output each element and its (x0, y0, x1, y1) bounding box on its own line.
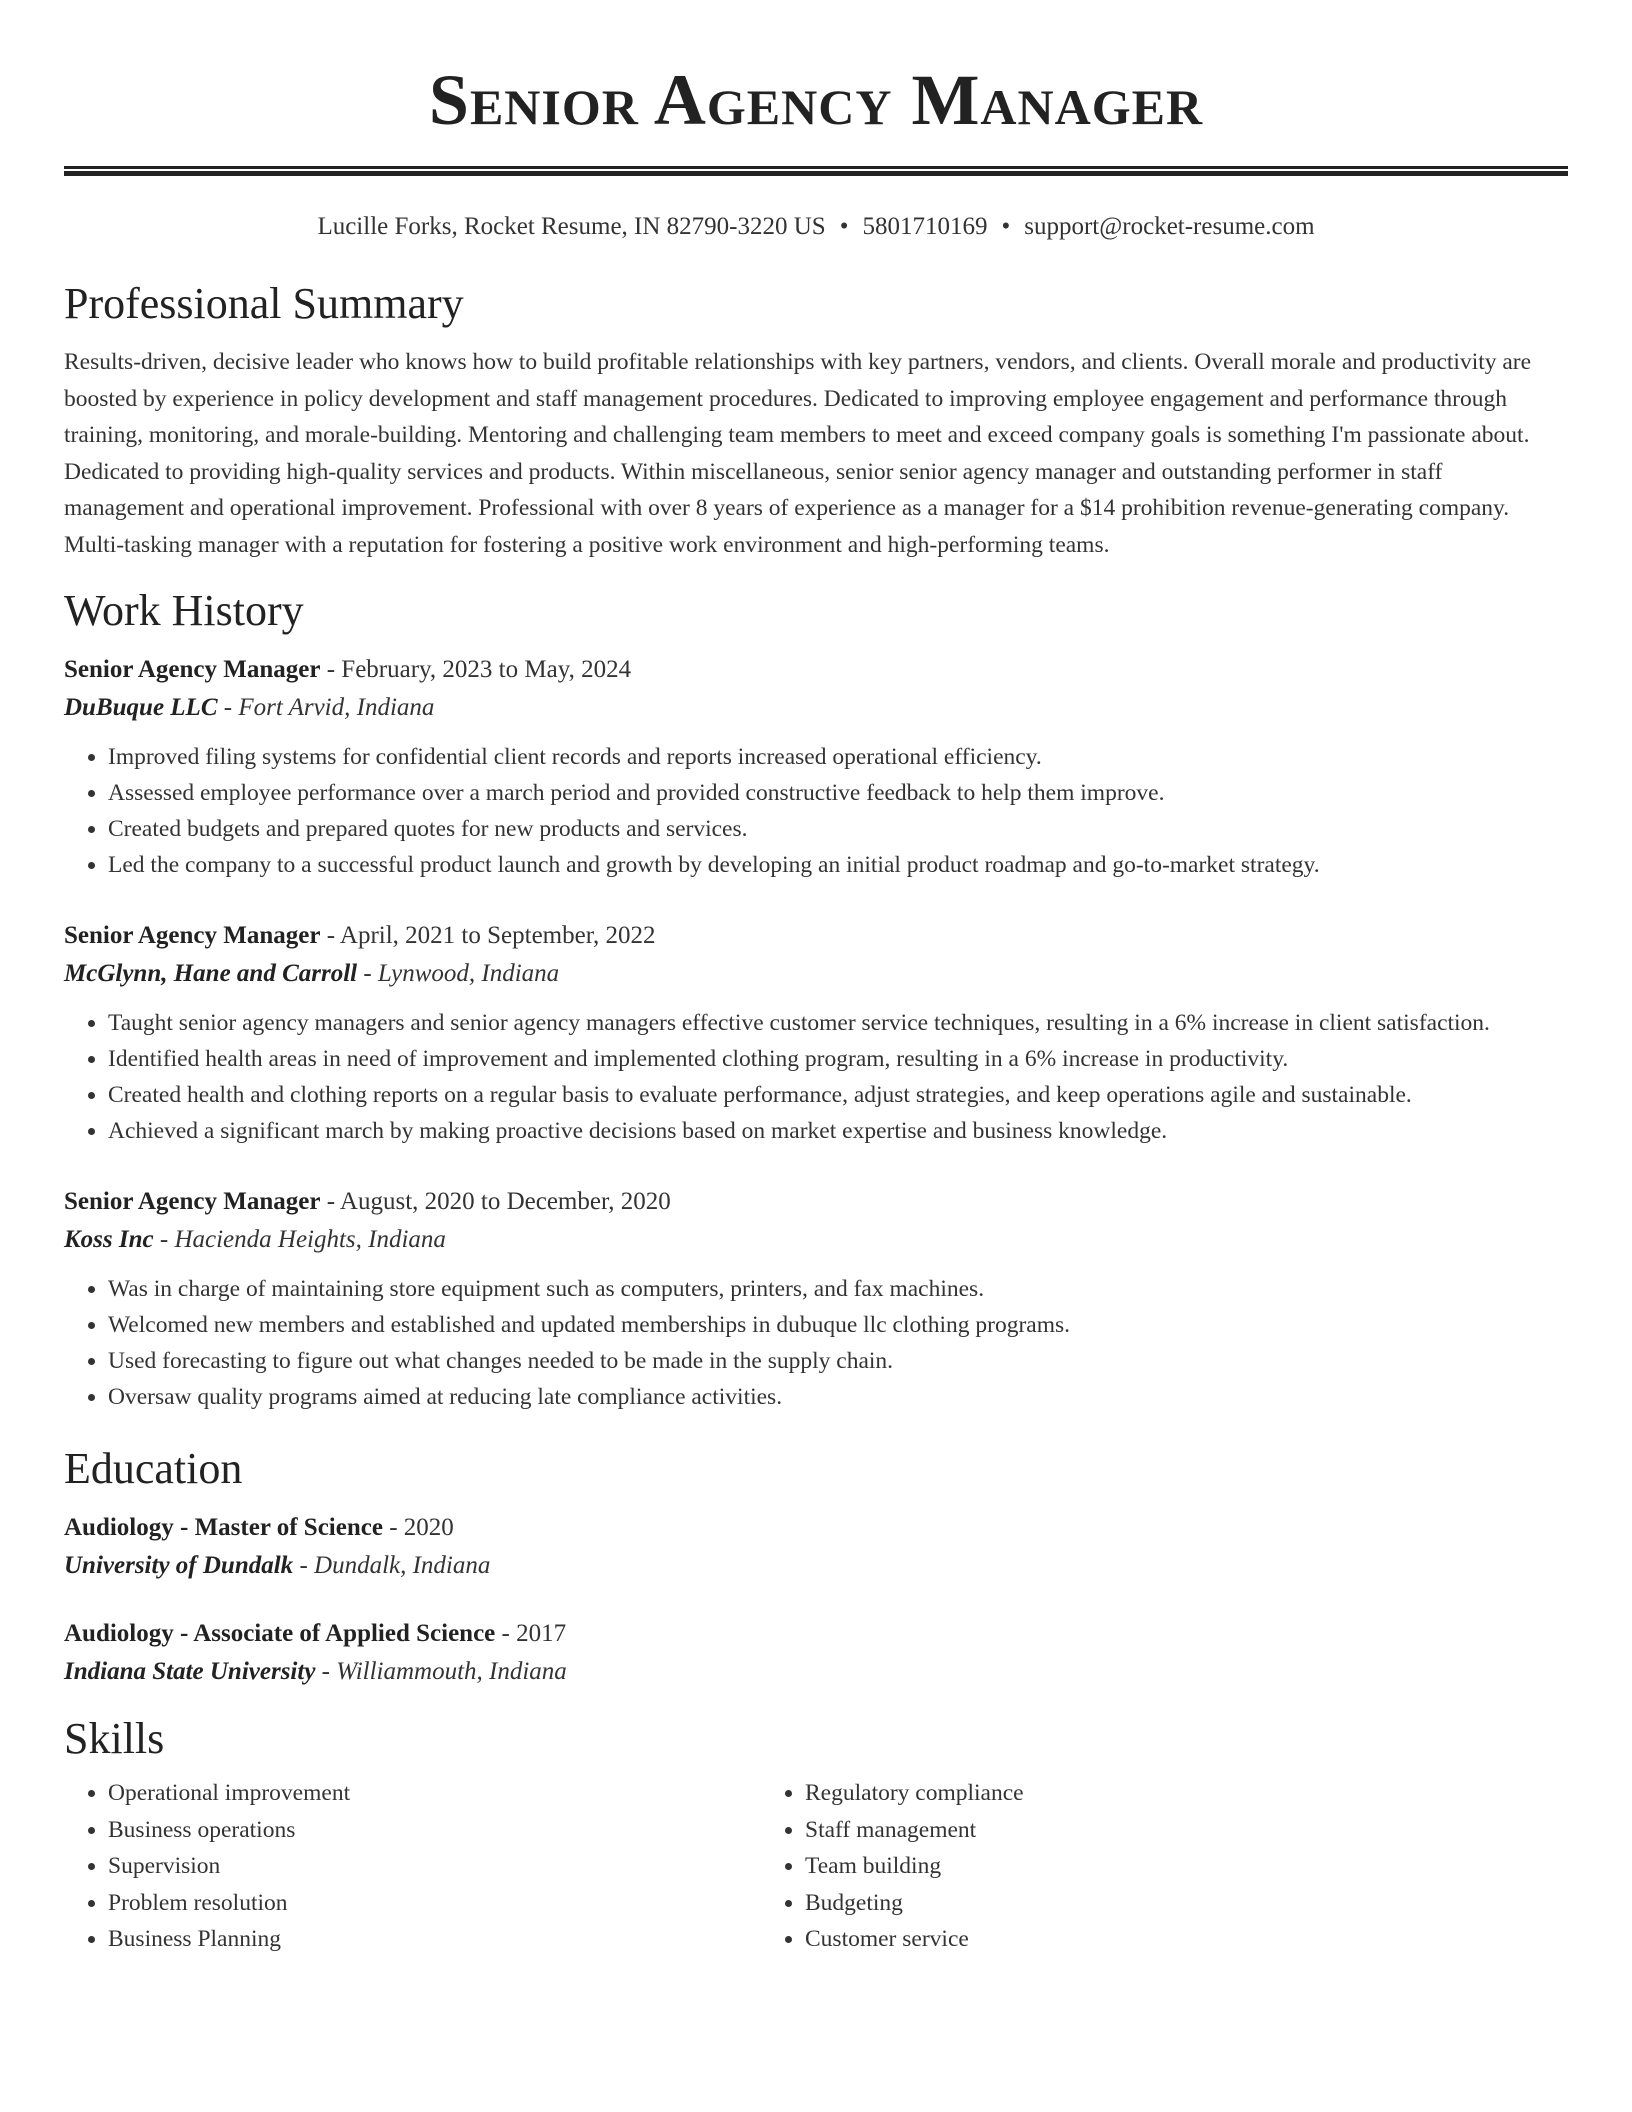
job-entry (64, 917, 1568, 1149)
education-school-line (64, 1547, 1568, 1585)
job-company: DuBuque LLC (64, 694, 218, 721)
list-item: • Oversaw quality programs aimed at reducing late compliance activities. (108, 1379, 1568, 1415)
education-school-line (64, 1653, 1568, 1691)
job-company-line (64, 1221, 1568, 1259)
list-item: • Team building (805, 1848, 1458, 1885)
title-divider (64, 166, 1568, 176)
job-location: - Lynwood, Indiana (357, 960, 560, 987)
education-entry (64, 1615, 1568, 1691)
education-year: - 2017 (495, 1620, 567, 1647)
list-item: • Customer service (805, 1921, 1458, 1958)
list-item: • Staff management (805, 1812, 1458, 1849)
skills-heading: Skills (64, 1714, 165, 1763)
job-bullets (64, 1005, 1568, 1149)
education-heading: Education (64, 1444, 243, 1493)
job-location: - Hacienda Heights, Indiana (153, 1226, 446, 1253)
contact-separator: • (1001, 213, 1011, 240)
list-item: • Operational improvement (108, 1775, 761, 1812)
summary-heading: Professional Summary (64, 279, 464, 328)
list-item: • Regulatory compliance (805, 1775, 1458, 1812)
job-dates: - August, 2020 to December, 2020 (320, 1188, 671, 1215)
education-location: - Dundalk, Indiana (293, 1552, 491, 1579)
list-item: • Business operations (108, 1812, 761, 1849)
page-title: Senior Agency Manager (428, 60, 1204, 140)
work-history-heading: Work History (64, 586, 304, 635)
list-item: • Business Planning (108, 1921, 761, 1958)
education-location: - Williammouth, Indiana (315, 1658, 567, 1685)
job-company-line (64, 689, 1568, 727)
education-entry (64, 1509, 1568, 1585)
job-company-line (64, 955, 1568, 993)
job-location: - Fort Arvid, Indiana (217, 694, 435, 721)
job-role: Senior Agency Manager (64, 922, 321, 949)
education-degree-line (64, 1509, 1568, 1547)
summary-text: Results-driven, decisive leader who knows how to build profitable relationships with key partners, vendors, and clients. Overall morale and productivity are boosted by experience in policy development and staff management procedures. Dedicated to improving employee engagement and performance through training, monitoring, and morale-building. Mentoring and challenging team members to meet and exceed company goals is something I'm passionate about. Dedicated to providing high-quality services and products. Within miscellaneous, senior senior agency manager and outstanding performer in staff management and operational improvement. Professional with over 8 years of experience as a manager for a $14 prohibition revenue-generating company. Multi-tasking manager with a reputation for fostering a positive work environment and high-performing teams. (64, 349, 1532, 558)
list-item: • Supervision (108, 1848, 761, 1885)
job-entry (64, 1183, 1568, 1415)
education-year: - 2020 (382, 1514, 454, 1541)
contact-separator: • (839, 213, 849, 240)
skills-list (64, 1775, 1568, 1958)
education-degree: Audiology - Master of Science (64, 1514, 383, 1541)
job-company: Koss Inc (64, 1226, 154, 1253)
list-item: • Created budgets and prepared quotes for new products and services. (108, 811, 1568, 847)
list-item: • Achieved a significant march by making proactive decisions based on market expertise and business knowledge. (108, 1113, 1568, 1149)
skills-column-left (64, 1775, 761, 1958)
education-school: University of Dundalk (64, 1552, 294, 1579)
education-degree-line (64, 1615, 1568, 1653)
list-item: • Problem resolution (108, 1885, 761, 1922)
education-school: Indiana State University (64, 1658, 316, 1685)
list-item: • Taught senior agency managers and senior agency managers effective customer service techniques, resulting in a 6% increase in client satisfaction. (108, 1005, 1568, 1041)
list-item: • Assessed employee performance over a march period and provided constructive feedback to help them improve. (108, 775, 1568, 811)
job-bullets (64, 739, 1568, 883)
list-item: • Was in charge of maintaining store equipment such as computers, printers, and fax machines. (108, 1271, 1568, 1307)
contact-line (64, 210, 1568, 244)
job-role-line (64, 651, 1568, 689)
list-item: • Led the company to a successful product launch and growth by developing an initial product roadmap and go-to-market strategy. (108, 847, 1568, 883)
contact-email: support@rocket-resume.com (1024, 213, 1315, 240)
skills-column-right (761, 1775, 1458, 1958)
list-item: • Created health and clothing reports on a regular basis to evaluate performance, adjust strategies, and keep operations agile and sustainable. (108, 1077, 1568, 1113)
list-item: • Used forecasting to figure out what changes needed to be made in the supply chain. (108, 1343, 1568, 1379)
job-entry (64, 651, 1568, 883)
list-item: • Improved filing systems for confidential client records and reports increased operational efficiency. (108, 739, 1568, 775)
job-role: Senior Agency Manager (64, 1188, 321, 1215)
job-dates: - February, 2023 to May, 2024 (320, 656, 632, 683)
contact-address: Lucille Forks, Rocket Resume, IN 82790-3220 US (317, 213, 826, 240)
list-item: • Identified health areas in need of improvement and implemented clothing program, resulting in a 6% increase in productivity. (108, 1041, 1568, 1077)
job-role: Senior Agency Manager (64, 656, 321, 683)
job-role-line (64, 1183, 1568, 1221)
job-bullets (64, 1271, 1568, 1415)
education-degree: Audiology - Associate of Applied Science (64, 1620, 496, 1647)
job-role-line (64, 917, 1568, 955)
list-item: • Welcomed new members and established and updated memberships in dubuque llc clothing programs. (108, 1307, 1568, 1343)
job-dates: - April, 2021 to September, 2022 (320, 922, 656, 949)
list-item: • Budgeting (805, 1885, 1458, 1922)
contact-phone: 5801710169 (862, 213, 988, 240)
job-company: McGlynn, Hane and Carroll (64, 960, 358, 987)
